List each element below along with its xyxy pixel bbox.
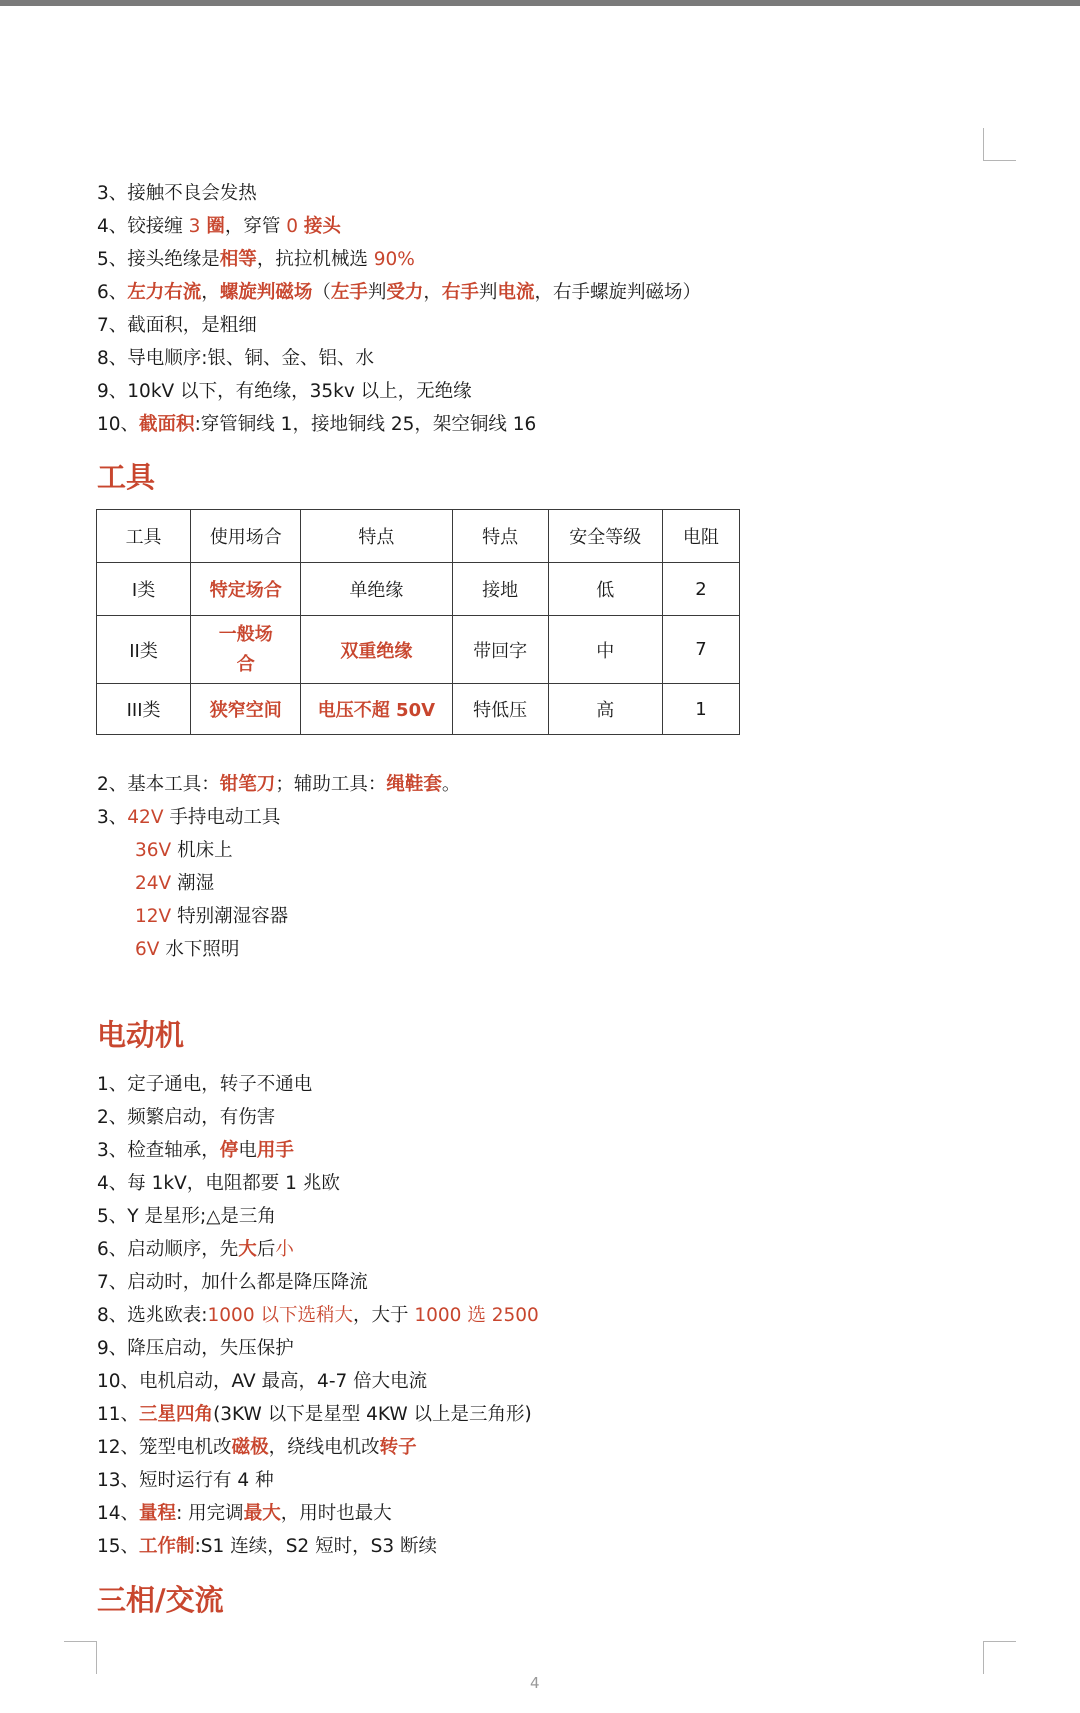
list-text-highlight: 3	[188, 216, 207, 237]
table-header: 安全等级	[548, 510, 662, 563]
list-item	[97, 380, 472, 404]
list-number: 10、	[97, 1371, 140, 1392]
table-cell: I类	[97, 563, 191, 616]
list-number: 2、	[97, 1107, 128, 1128]
voltage-value: 6V	[135, 939, 160, 960]
list-number: 12、	[97, 1437, 140, 1458]
list-text-highlight: 工作制	[139, 1536, 195, 1557]
list-text: 。	[441, 774, 461, 795]
list-text: 基本工具：	[127, 774, 220, 795]
list-text-highlight: 磁极	[231, 1437, 269, 1458]
list-text: 启动顺序，先	[127, 1239, 239, 1260]
list-text: 每 1kV，电阻都要 1 兆欧	[127, 1173, 340, 1194]
list-text: 电	[238, 1140, 257, 1161]
tools-table	[96, 509, 740, 735]
voltage-value: 12V	[135, 906, 172, 927]
table-cell	[301, 684, 452, 735]
list-item	[97, 1403, 532, 1427]
list-text: ，	[423, 282, 442, 303]
list-text-highlight: 相等	[219, 249, 257, 270]
list-text: 短时运行有 4 种	[139, 1470, 274, 1491]
list-number: 15、	[97, 1536, 140, 1557]
list-item	[97, 1139, 294, 1163]
list-text: ，大于	[352, 1305, 415, 1326]
list-text-highlight: 左力右流	[127, 282, 202, 303]
table-cell-text: 电压不超 50V	[317, 700, 436, 721]
voltage-value: 24V	[135, 873, 172, 894]
table-cell: 特低压	[452, 684, 548, 735]
list-number: 5、	[97, 1206, 128, 1227]
list-text: ，绕线电机改	[268, 1437, 380, 1458]
section-title-ac: 三相/交流	[97, 1583, 224, 1617]
table-cell-text: 双重绝缘	[340, 640, 413, 662]
list-text-highlight: 绳鞋套	[386, 774, 442, 795]
list-number: 5、	[97, 249, 128, 270]
list-number: 10、	[97, 414, 140, 435]
list-number: 7、	[97, 1272, 128, 1293]
list-text: ，右手螺旋判磁场）	[534, 282, 701, 303]
list-text: 接头绝缘是	[127, 249, 220, 270]
table-header: 特点	[301, 510, 452, 563]
list-number: 4、	[97, 1173, 128, 1194]
list-text: 降压启动，失压保护	[127, 1338, 294, 1359]
list-text-highlight: 受力	[386, 282, 424, 303]
list-item	[97, 182, 257, 206]
table-cell	[191, 563, 301, 616]
list-text-highlight: 90%	[373, 249, 415, 270]
table-cell-text: 一般场合	[218, 623, 273, 675]
table-cell: 高	[548, 684, 662, 735]
table-header: 使用场合	[191, 510, 301, 563]
list-item	[97, 413, 536, 437]
list-text-highlight: 转子	[379, 1437, 417, 1458]
list-item	[97, 1205, 276, 1229]
list-text: 判	[478, 282, 498, 303]
list-text-highlight: 量程	[139, 1503, 177, 1524]
list-text: :穿管铜线 1，接地铜线 25，架空铜线 16	[194, 414, 537, 435]
corner-mark-bottom-right	[983, 1641, 1016, 1674]
list-item	[97, 314, 257, 338]
list-item	[97, 1436, 417, 1460]
table-header: 工具	[97, 510, 191, 563]
list-text: 特别潮湿容器	[171, 906, 289, 927]
list-text-highlight: 右手	[441, 282, 479, 303]
list-text: ，	[201, 282, 220, 303]
list-text-highlight: 三星四角	[139, 1404, 214, 1425]
list-item	[97, 1271, 368, 1295]
list-text: ，用时也最大	[280, 1503, 392, 1524]
list-text: 铰接缠	[127, 216, 189, 237]
list-number: 1、	[97, 1074, 128, 1095]
list-text-highlight: 用手	[256, 1140, 294, 1161]
table-cell-text: 特定场合	[209, 580, 282, 601]
voltage-sub-item	[135, 872, 214, 896]
section-title-motor: 电动机	[97, 1018, 185, 1052]
list-text-highlight: 1000 选 2500	[414, 1305, 539, 1326]
tools-list-item-3	[97, 806, 280, 830]
tools-list-item-2	[97, 773, 460, 797]
list-number: 11、	[97, 1404, 140, 1425]
list-text: 检查轴承，	[127, 1140, 220, 1161]
table-row	[97, 684, 740, 735]
voltage-value: 36V	[135, 840, 172, 861]
voltage-value: 42V	[127, 807, 164, 828]
list-text-highlight: 圈	[206, 216, 225, 237]
list-item	[97, 1535, 437, 1559]
list-text: :S1 连续，S2 短时，S3 断续	[194, 1536, 437, 1557]
list-text: Y 是星形;△是三角	[127, 1206, 276, 1227]
table-cell-text: 狭窄空间	[209, 700, 282, 721]
list-text: ，穿管	[224, 216, 287, 237]
list-number: 3、	[97, 183, 128, 204]
list-number: 3、	[97, 807, 128, 828]
list-text: 潮湿	[171, 873, 215, 894]
table-row	[97, 563, 740, 616]
list-text-highlight: 电流	[497, 282, 535, 303]
section-title-tools: 工具	[97, 460, 156, 494]
voltage-sub-item	[135, 905, 288, 929]
list-text: 笼型电机改	[139, 1437, 232, 1458]
list-number: 13、	[97, 1470, 140, 1491]
table-cell: 2	[662, 563, 739, 616]
list-text: 手持电动工具	[163, 807, 281, 828]
list-text-highlight: 停	[219, 1140, 239, 1161]
list-text: ，抗拉机械选	[256, 249, 374, 270]
list-text-highlight: 接头	[303, 216, 341, 237]
list-item	[97, 1469, 274, 1493]
list-item	[97, 347, 374, 371]
list-text: 10kV 以下，有绝缘，35kv 以上，无绝缘	[127, 381, 472, 402]
list-number: 9、	[97, 381, 128, 402]
corner-mark-bottom-left	[64, 1641, 97, 1674]
voltage-sub-item	[135, 938, 239, 962]
list-text-highlight: 螺旋判磁场	[219, 282, 313, 303]
list-text: 选兆欧表:	[127, 1305, 208, 1326]
list-item	[97, 1370, 427, 1394]
list-item	[97, 1073, 312, 1097]
list-item	[97, 248, 415, 272]
page-number: 4	[530, 1674, 540, 1692]
table-cell: 1	[662, 684, 739, 735]
list-item	[97, 1106, 275, 1130]
list-item	[97, 281, 701, 305]
table-cell: 单绝缘	[301, 563, 452, 616]
table-cell: 7	[662, 616, 739, 684]
table-header: 特点	[452, 510, 548, 563]
corner-mark-top-right	[983, 128, 1016, 161]
list-text-highlight: 左手	[330, 282, 368, 303]
list-text: (3KW 以下是星型 4KW 以上是三角形)	[213, 1404, 532, 1425]
list-item	[97, 1304, 539, 1328]
list-text-highlight: 小	[275, 1239, 294, 1260]
list-number: 3、	[97, 1140, 128, 1161]
list-text-highlight: 1000 以下选稍大	[207, 1305, 353, 1326]
table-cell: 低	[548, 563, 662, 616]
list-item	[97, 1172, 340, 1196]
list-text: 导电顺序:银、铜、金、铝、水	[127, 348, 375, 369]
table-cell: 带回字	[452, 616, 548, 684]
list-text: ；辅助工具：	[275, 774, 387, 795]
list-number: 8、	[97, 348, 128, 369]
list-text: 接触不良会发热	[127, 183, 257, 204]
list-text-highlight: 最大	[243, 1503, 281, 1524]
list-text: : 用完调	[176, 1503, 244, 1524]
list-text: 机床上	[171, 840, 233, 861]
table-header: 电阻	[662, 510, 739, 563]
list-text: 后	[256, 1239, 276, 1260]
list-text: 水下照明	[159, 939, 240, 960]
list-number: 8、	[97, 1305, 128, 1326]
list-text: 定子通电，转子不通电	[127, 1074, 313, 1095]
list-number: 7、	[97, 315, 128, 336]
list-number: 9、	[97, 1338, 128, 1359]
list-text-highlight: 钳笔刀	[219, 774, 276, 795]
table-cell: 中	[548, 616, 662, 684]
list-text: （	[312, 282, 331, 303]
table-cell: 接地	[452, 563, 548, 616]
voltage-sub-item	[135, 839, 233, 863]
table-cell	[191, 616, 301, 684]
table-row	[97, 616, 740, 684]
list-item	[97, 215, 341, 239]
list-text-highlight: 大	[238, 1239, 257, 1260]
table-cell	[301, 616, 452, 684]
table-cell	[191, 684, 301, 735]
list-text: 电机启动，AV 最高，4-7 倍大电流	[139, 1371, 428, 1392]
list-text: 启动时，加什么都是降压降流	[127, 1272, 368, 1293]
list-item	[97, 1238, 294, 1262]
list-text-highlight: 0	[286, 216, 304, 237]
list-item	[97, 1337, 294, 1361]
list-text: 判	[367, 282, 387, 303]
list-number: 6、	[97, 282, 128, 303]
list-text: 截面积，是粗细	[127, 315, 257, 336]
table-cell: II类	[97, 616, 191, 684]
table-cell: III类	[97, 684, 191, 735]
list-number: 4、	[97, 216, 128, 237]
list-number: 6、	[97, 1239, 128, 1260]
list-text-highlight: 截面积	[139, 414, 195, 435]
top-border	[0, 0, 1080, 6]
list-number: 14、	[97, 1503, 140, 1524]
table-header-row	[97, 510, 740, 563]
list-item	[97, 1502, 392, 1526]
list-number: 2、	[97, 774, 128, 795]
list-text: 频繁启动，有伤害	[127, 1107, 276, 1128]
